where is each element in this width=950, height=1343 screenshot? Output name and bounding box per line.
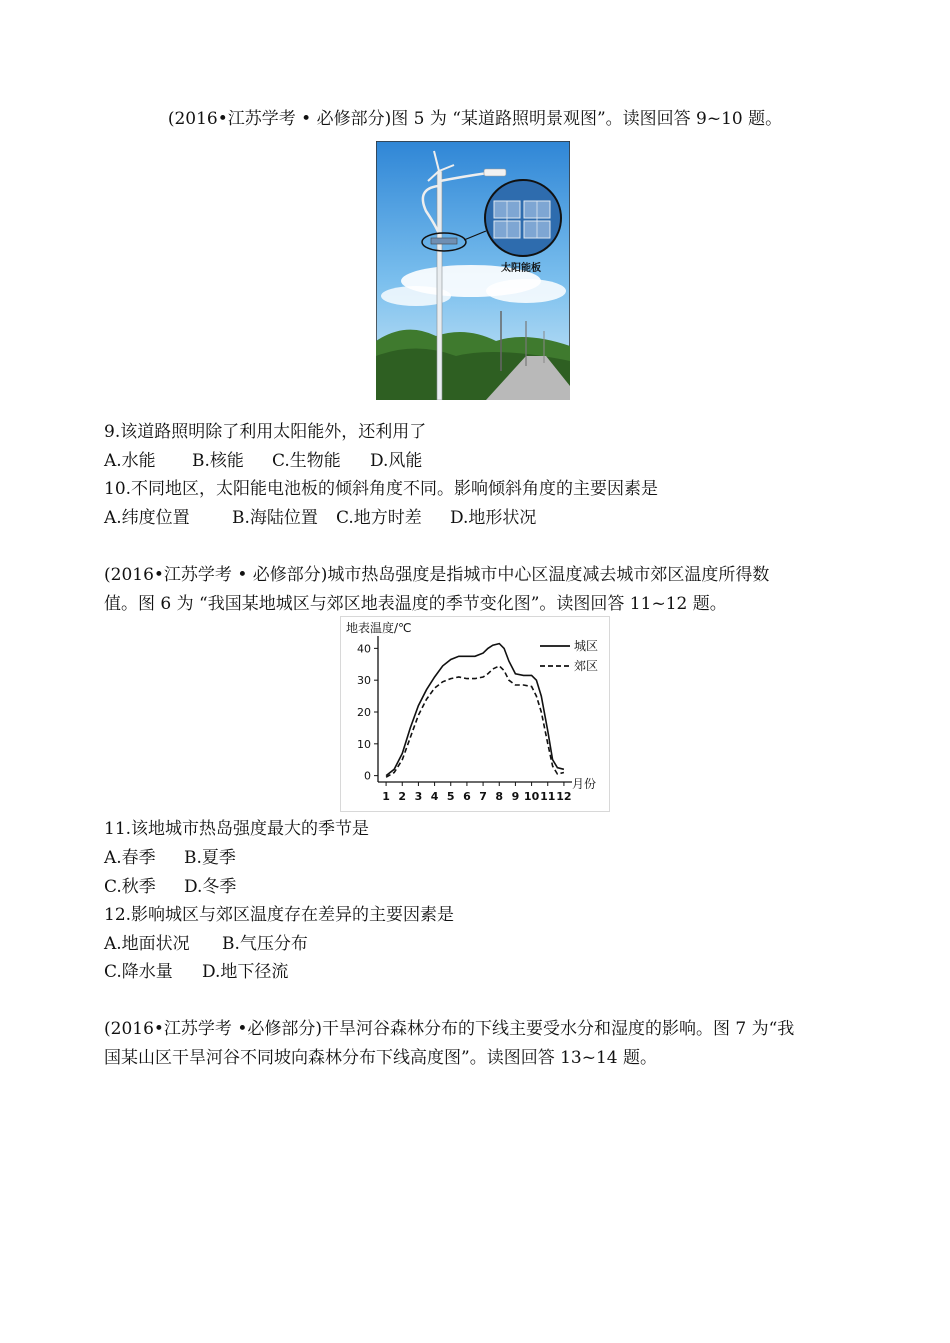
q11-options-row2 <box>104 876 236 898</box>
q10-option-a[interactable]: A.纬度位置 <box>104 508 190 528</box>
chart-x-tick-label: 4 <box>430 790 439 803</box>
q11-option-b[interactable]: B.夏季 <box>184 848 236 868</box>
group2-intro-line1: (2016•江苏学考 • 必修部分)城市热岛强度是指城市中心区温度减去城市郊区温度所得数 <box>104 565 770 585</box>
q10-options <box>104 507 536 529</box>
q12-options-row1 <box>104 933 308 955</box>
q12-option-c[interactable]: C.降水量 <box>104 962 173 982</box>
q11-option-c[interactable]: C.秋季 <box>104 877 156 897</box>
q10-stem: 10.不同地区，太阳能电池板的倾斜角度不同。影响倾斜角度的主要因素是 <box>104 479 659 499</box>
street-light-photo <box>376 141 570 400</box>
q10-option-b[interactable]: B.海陆位置 <box>232 508 318 528</box>
chart-y-tick-label: 10 <box>357 737 371 751</box>
temperature-chart-svg <box>340 616 610 812</box>
q9-option-c[interactable]: C.生物能 <box>272 451 341 471</box>
chart-y-tick-label: 40 <box>357 642 371 656</box>
group2-intro-line2: 值。图 6 为 “我国某地城区与郊区地表温度的季节变化图”。读图回答 11~12 题。 <box>104 594 727 614</box>
chart-y-tick-label: 20 <box>357 706 371 719</box>
chart-x-tick-label: 1 <box>382 790 390 803</box>
q11-option-d[interactable]: D.冬季 <box>184 877 237 897</box>
q9-option-a[interactable]: A.水能 <box>104 451 156 471</box>
chart-x-tick-label: 11 <box>540 790 556 803</box>
chart-y-tick-label: 30 <box>357 674 371 688</box>
q12-option-a[interactable]: A.地面状况 <box>104 934 190 954</box>
chart-x-tick-label: 5 <box>446 790 455 803</box>
q10-option-c[interactable]: C.地方时差 <box>336 508 422 528</box>
q9-stem: 9.该道路照明除了利用太阳能外，还利用了 <box>104 422 427 442</box>
chart-y-tick-label: 0 <box>364 769 371 783</box>
q12-options-row2 <box>104 961 288 983</box>
group3-intro-line1: (2016•江苏学考 •必修部分)干旱河谷森林分布的下线主要受水分和湿度的影响。图 7 为“我 <box>104 1019 795 1039</box>
chart-x-tick-label: 3 <box>414 790 423 803</box>
group1-intro: (2016•江苏学考 • 必修部分)图 5 为 “某道路照明景观图”。读图回答 9~10 题。 <box>167 109 783 129</box>
legend-label: 郊区 <box>574 659 599 673</box>
chart-x-tick-label: 10 <box>523 790 540 803</box>
q12-stem: 12.影响城区与郊区温度存在差异的主要因素是 <box>104 905 455 925</box>
chart-x-tick-label: 2 <box>398 790 407 803</box>
q9-option-b[interactable]: B.核能 <box>192 451 244 471</box>
q12-option-b[interactable]: B.气压分布 <box>222 934 308 954</box>
chart-xlabel: 月份 <box>572 777 597 791</box>
q11-stem: 11.该地城市热岛强度最大的季节是 <box>104 819 370 839</box>
chart-x-tick-label: 8 <box>495 790 504 803</box>
chart-ylabel: 地表温度/℃ <box>346 621 412 635</box>
chart-x-tick-label: 9 <box>511 790 520 803</box>
q11-options-row1 <box>104 847 236 869</box>
q9-option-d[interactable]: D.风能 <box>370 451 423 471</box>
chart-x-tick-label: 6 <box>463 790 471 803</box>
chart-x-tick-label: 7 <box>479 790 487 803</box>
q11-option-a[interactable]: A.春季 <box>104 848 156 868</box>
q10-option-d[interactable]: D.地形状况 <box>450 508 537 528</box>
solar-panel-label: 太阳能板 <box>501 263 541 274</box>
temperature-chart <box>340 616 610 812</box>
legend-label: 城区 <box>574 639 599 653</box>
street-light-illustration <box>376 141 570 400</box>
q9-options <box>104 450 422 472</box>
group3-intro-line2: 国某山区干旱河谷不同坡向森林分布下线高度图”。读图回答 13~14 题。 <box>104 1048 658 1068</box>
q12-option-d[interactable]: D.地下径流 <box>202 962 289 982</box>
chart-x-tick-label: 12 <box>556 790 572 803</box>
